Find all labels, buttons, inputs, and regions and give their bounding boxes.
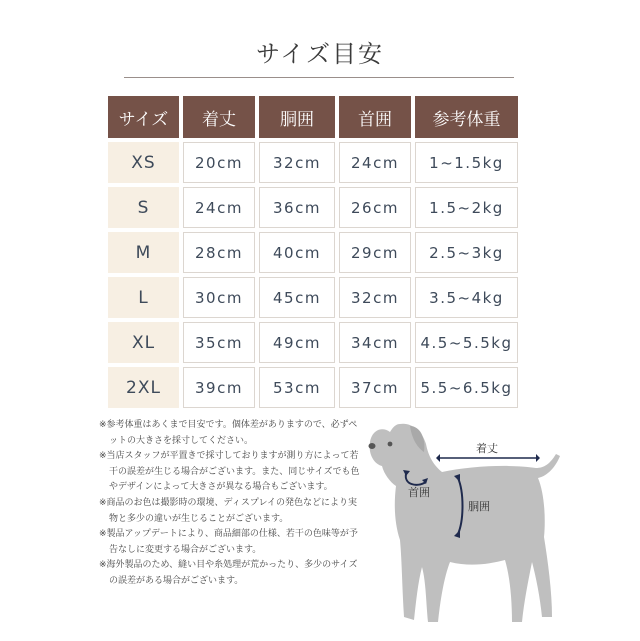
chest-cell: 53cm xyxy=(259,367,335,408)
chest-cell: 40cm xyxy=(259,232,335,273)
chest-label: 胴囲 xyxy=(468,500,490,513)
weight-cell: 1~1.5kg xyxy=(415,142,518,183)
header-length: 着丈 xyxy=(183,96,255,138)
neck-cell: 24cm xyxy=(339,142,411,183)
size-cell: M xyxy=(108,232,179,273)
length-cell: 35cm xyxy=(183,322,255,363)
header-chest: 胴囲 xyxy=(259,96,335,138)
size-cell: S xyxy=(108,187,179,228)
neck-cell: 32cm xyxy=(339,277,411,318)
table-row xyxy=(108,232,518,273)
size-cell: 2XL xyxy=(108,367,179,408)
note-item: ※海外製品のため、縫い目や糸処理が荒かったり、多少のサイズの誤差がある場合がございます。 xyxy=(99,560,358,586)
chest-cell: 45cm xyxy=(259,277,335,318)
table-row xyxy=(108,322,518,363)
header-size: サイズ xyxy=(108,96,179,138)
table-row xyxy=(108,187,518,228)
neck-cell: 37cm xyxy=(339,367,411,408)
dog-measurement-diagram xyxy=(360,412,570,637)
weight-cell: 4.5~5.5kg xyxy=(415,322,518,363)
length-cell: 28cm xyxy=(183,232,255,273)
neck-cell: 29cm xyxy=(339,232,411,273)
weight-cell: 1.5~2kg xyxy=(415,187,518,228)
weight-cell: 3.5~4kg xyxy=(415,277,518,318)
page-title: サイズ目安 xyxy=(255,40,385,68)
table-header-row xyxy=(108,96,518,138)
weight-cell: 2.5~3kg xyxy=(415,232,518,273)
chest-cell: 49cm xyxy=(259,322,335,363)
table-row xyxy=(108,367,518,408)
header-neck: 首囲 xyxy=(339,96,411,138)
length-cell: 24cm xyxy=(183,187,255,228)
chest-cell: 36cm xyxy=(259,187,335,228)
dog-silhouette-icon xyxy=(360,412,570,637)
note-item: ※商品のお色は撮影時の環境、ディスプレイの発色などにより実物と多少の違いが生じることがございます。 xyxy=(99,497,358,524)
table-row xyxy=(108,277,518,318)
weight-cell: 5.5~6.5kg xyxy=(415,367,518,408)
note-item: ※当店スタッフが平置きで採寸しておりますが測り方によって若干の誤差が生じる場合がございます。また、同じサイズでも色やデザインによって大きさが異なる場合もございます。 xyxy=(99,451,360,493)
size-cell: XS xyxy=(108,142,179,183)
length-label: 着丈 xyxy=(476,442,498,455)
chest-cell: 32cm xyxy=(259,142,335,183)
note-item: ※製品アップデートにより、商品細部の仕様、若干の色味等が予告なしに変更する場合がございます。 xyxy=(99,529,358,555)
header-weight: 参考体重 xyxy=(415,96,518,138)
length-cell: 30cm xyxy=(183,277,255,318)
neck-label: 首囲 xyxy=(408,486,430,499)
table-row xyxy=(108,142,518,183)
notes-section xyxy=(99,418,361,590)
neck-cell: 26cm xyxy=(339,187,411,228)
size-cell: L xyxy=(108,277,179,318)
length-cell: 39cm xyxy=(183,367,255,408)
length-cell: 20cm xyxy=(183,142,255,183)
size-chart-table xyxy=(104,92,522,412)
title-divider xyxy=(124,77,514,78)
size-cell: XL xyxy=(108,322,179,363)
note-item: ※参考体重はあくまで目安です。個体差がありますので、必ずペットの大きさを採寸してください。 xyxy=(99,420,358,446)
neck-cell: 34cm xyxy=(339,322,411,363)
